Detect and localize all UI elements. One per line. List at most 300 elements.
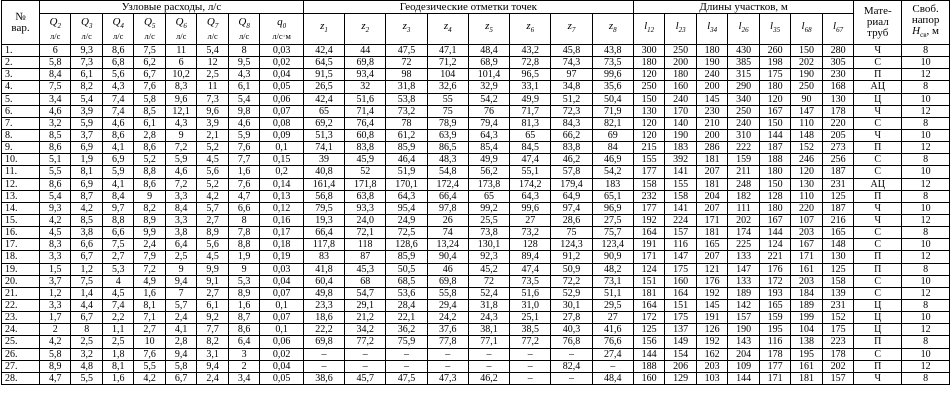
- table-cell: 7,2: [134, 263, 165, 275]
- table-row: [2, 45, 950, 57]
- table-cell: Ц: [854, 312, 902, 324]
- table-cell: С: [854, 154, 902, 166]
- table-cell: 42,4: [303, 45, 344, 57]
- table-cell: Ч: [854, 214, 902, 226]
- table-cell: 10: [902, 93, 950, 105]
- table-cell: 12: [197, 57, 228, 69]
- table-cell: 181: [633, 287, 664, 299]
- table-cell: П: [854, 336, 902, 348]
- table-cell: 155: [665, 178, 696, 190]
- table-cell: 175: [665, 263, 696, 275]
- table-cell: 5,7: [165, 299, 196, 311]
- table-cell: 286: [696, 142, 727, 154]
- table-cell: 27: [510, 214, 551, 226]
- table-cell: 202: [791, 57, 822, 69]
- table-cell: 200: [696, 81, 727, 93]
- table-cell: 37,6: [427, 324, 468, 336]
- table-row: [2, 190, 950, 202]
- table-cell: 150: [791, 45, 822, 57]
- table-cell: 222: [728, 142, 759, 154]
- table-cell: 116: [759, 336, 790, 348]
- table-cell: 0,15: [260, 154, 303, 166]
- geo-col-header: $z_2$: [345, 14, 386, 45]
- table-row: [2, 336, 950, 348]
- table-cell: 55,1: [510, 166, 551, 178]
- table-cell: 178: [759, 348, 790, 360]
- table-cell: 66,4: [303, 227, 344, 239]
- table-cell: 161: [791, 360, 822, 372]
- table-cell: 7,6: [134, 348, 165, 360]
- table-cell: 120: [633, 129, 664, 141]
- table-cell: 21.: [2, 287, 40, 299]
- table-cell: 290: [728, 81, 759, 93]
- table-cell: П: [854, 263, 902, 275]
- table-cell: 12: [902, 178, 950, 190]
- table-cell: 193: [759, 287, 790, 299]
- table-cell: 27,4: [592, 348, 633, 360]
- table-cell: 6: [39, 45, 70, 57]
- table-cell: 147: [728, 263, 759, 275]
- table-cell: 158: [665, 190, 696, 202]
- table-cell: 9,3: [39, 202, 70, 214]
- table-cell: 168: [822, 81, 854, 93]
- table-cell: 5,5: [134, 360, 165, 372]
- table-cell: 4,6: [165, 166, 196, 178]
- table-row: [2, 117, 950, 129]
- table-cell: 160: [665, 275, 696, 287]
- length-col-header: $l_{12}$: [633, 14, 664, 45]
- table-cell: 8,5: [71, 214, 102, 226]
- table-cell: 23,3: [303, 299, 344, 311]
- table-cell: 158: [633, 178, 664, 190]
- table-cell: 69,8: [303, 336, 344, 348]
- table-cell: 56,2: [468, 166, 509, 178]
- table-cell: 81,3: [510, 117, 551, 129]
- table-cell: 64,3: [386, 190, 427, 202]
- table-cell: 4,1: [102, 178, 133, 190]
- table-row: [2, 129, 950, 141]
- table-cell: 64,3: [468, 129, 509, 141]
- table-cell: 5,1: [39, 154, 70, 166]
- table-cell: 300: [633, 45, 664, 57]
- table-cell: 90,4: [427, 251, 468, 263]
- table-cell: 128: [759, 190, 790, 202]
- table-cell: 0,07: [260, 312, 303, 324]
- table-cell: 157: [728, 312, 759, 324]
- table-cell: 192: [696, 287, 727, 299]
- table-cell: 69,2: [303, 117, 344, 129]
- table-cell: 85,9: [386, 142, 427, 154]
- flow-col-header: $Q_6$ л/с: [165, 14, 196, 45]
- table-cell: 172: [633, 312, 664, 324]
- table-cell: 142: [728, 299, 759, 311]
- table-cell: 7,9: [134, 251, 165, 263]
- table-cell: 8: [902, 299, 950, 311]
- table-cell: 118: [345, 239, 386, 251]
- table-cell: 0,04: [260, 69, 303, 81]
- table-cell: 6,1: [134, 117, 165, 129]
- table-cell: 130,1: [468, 239, 509, 251]
- table-cell: 12: [902, 69, 950, 81]
- table-cell: 31,8: [468, 299, 509, 311]
- table-cell: 85,9: [386, 251, 427, 263]
- table-cell: 9: [134, 190, 165, 202]
- table-cell: 12: [902, 360, 950, 372]
- table-cell: 4,3: [102, 81, 133, 93]
- table-cell: 190: [665, 129, 696, 141]
- table-cell: 5,8: [134, 93, 165, 105]
- table-cell: 7,7: [228, 154, 259, 166]
- table-cell: 6,7: [71, 251, 102, 263]
- geo-col-header: $z_7$: [551, 14, 592, 45]
- table-cell: 104: [791, 324, 822, 336]
- table-cell: 19.: [2, 263, 40, 275]
- table-cell: 75: [551, 227, 592, 239]
- table-cell: 189: [791, 299, 822, 311]
- table-cell: 159: [759, 312, 790, 324]
- table-cell: 150: [759, 117, 790, 129]
- table-cell: 157: [822, 372, 854, 384]
- table-cell: 195: [759, 324, 790, 336]
- table-cell: 340: [728, 93, 759, 105]
- table-cell: 74: [427, 227, 468, 239]
- table-cell: 1,4: [71, 287, 102, 299]
- table-cell: 246: [791, 154, 822, 166]
- table-row: [2, 166, 950, 178]
- table-cell: 39: [303, 154, 344, 166]
- table-cell: 6,2: [134, 57, 165, 69]
- table-cell: 32,6: [427, 81, 468, 93]
- table-cell: АЦ: [854, 81, 902, 93]
- table-cell: 9,2: [197, 312, 228, 324]
- table-cell: 177: [633, 166, 664, 178]
- table-cell: 8,1: [71, 166, 102, 178]
- table-cell: 6,6: [102, 227, 133, 239]
- table-cell: 5,5: [39, 166, 70, 178]
- table-cell: 260: [759, 45, 790, 57]
- table-cell: 20.: [2, 275, 40, 287]
- table-cell: 69,8: [345, 57, 386, 69]
- table-cell: 3: [228, 348, 259, 360]
- table-cell: 72: [386, 57, 427, 69]
- table-cell: 53,6: [386, 287, 427, 299]
- table-cell: 0,1: [260, 142, 303, 154]
- table-cell: 18,6: [303, 312, 344, 324]
- table-cell: 7,5: [71, 275, 102, 287]
- table-cell: 40,3: [551, 324, 592, 336]
- table-cell: 0,02: [260, 57, 303, 69]
- table-cell: 162: [696, 348, 727, 360]
- table-cell: 12: [902, 214, 950, 226]
- table-cell: 8: [228, 214, 259, 226]
- table-cell: 120: [791, 166, 822, 178]
- table-cell: 139: [822, 287, 854, 299]
- table-cell: 167: [759, 105, 790, 117]
- table-cell: 216: [822, 214, 854, 226]
- table-cell: 0,14: [260, 178, 303, 190]
- table-cell: 203: [696, 360, 727, 372]
- table-cell: 170: [665, 105, 696, 117]
- table-cell: 150: [759, 178, 790, 190]
- table-cell: 180: [633, 57, 664, 69]
- table-cell: 225: [728, 239, 759, 251]
- table-cell: 6,4: [228, 336, 259, 348]
- table-cell: –: [303, 348, 344, 360]
- table-cell: 97: [551, 69, 592, 81]
- table-cell: 195: [791, 348, 822, 360]
- table-cell: 144: [759, 129, 790, 141]
- table-cell: 3,3: [39, 299, 70, 311]
- table-cell: 51,1: [592, 287, 633, 299]
- table-cell: 9: [165, 263, 196, 275]
- table-cell: 430: [728, 45, 759, 57]
- table-cell: 2,7: [197, 287, 228, 299]
- table-cell: 19,3: [303, 214, 344, 226]
- table-cell: 152: [791, 142, 822, 154]
- geo-col-header: $z_3$: [386, 14, 427, 45]
- table-cell: 98: [386, 69, 427, 81]
- table-cell: 12,1: [165, 105, 196, 117]
- table-cell: 178: [822, 348, 854, 360]
- table-cell: 231: [822, 299, 854, 311]
- table-cell: 128,6: [386, 239, 427, 251]
- table-row: [2, 81, 950, 93]
- table-cell: 250: [791, 81, 822, 93]
- table-cell: 10: [902, 239, 950, 251]
- table-cell: 1,5: [39, 263, 70, 275]
- table-cell: 97,4: [551, 202, 592, 214]
- table-cell: 4.: [2, 81, 40, 93]
- table-cell: 202: [822, 360, 854, 372]
- table-cell: 72: [468, 275, 509, 287]
- table-cell: 78,9: [427, 117, 468, 129]
- table-cell: 8: [902, 190, 950, 202]
- table-cell: 5,8: [165, 360, 196, 372]
- table-cell: 5,5: [71, 372, 102, 384]
- table-cell: 180: [696, 45, 727, 57]
- table-cell: 7: [165, 287, 196, 299]
- table-cell: 27,8: [551, 312, 592, 324]
- table-cell: 9: [165, 129, 196, 141]
- flow-col-header: $Q_5$ л/с: [134, 14, 165, 45]
- table-cell: 0,07: [260, 105, 303, 117]
- table-cell: 49,8: [303, 287, 344, 299]
- table-cell: 0,04: [260, 275, 303, 287]
- table-cell: 76,6: [592, 336, 633, 348]
- table-cell: 125: [822, 263, 854, 275]
- table-cell: 22.: [2, 299, 40, 311]
- table-cell: 165: [696, 239, 727, 251]
- table-cell: 32: [345, 81, 386, 93]
- table-cell: 148: [822, 239, 854, 251]
- flows-group-header: Узловые расходы, л/с: [39, 1, 303, 14]
- table-cell: 0,03: [260, 45, 303, 57]
- table-cell: 14.: [2, 202, 40, 214]
- table-cell: 51,9: [386, 166, 427, 178]
- table-cell: 117,8: [303, 239, 344, 251]
- table-cell: 4,3: [165, 117, 196, 129]
- table-cell: 90: [791, 93, 822, 105]
- table-cell: 8: [71, 324, 102, 336]
- table-cell: С: [854, 275, 902, 287]
- table-cell: 5,9: [71, 117, 102, 129]
- table-cell: 8,1: [102, 360, 133, 372]
- table-cell: 223: [822, 336, 854, 348]
- table-cell: 210: [696, 117, 727, 129]
- table-cell: 48,2: [592, 263, 633, 275]
- table-cell: 27,5: [592, 214, 633, 226]
- table-cell: 40,8: [303, 166, 344, 178]
- table-cell: 7,6: [134, 81, 165, 93]
- table-cell: 187: [822, 202, 854, 214]
- table-cell: 190: [728, 324, 759, 336]
- table-cell: Ц: [854, 299, 902, 311]
- table-cell: 0,05: [260, 81, 303, 93]
- table-cell: 4,4: [71, 299, 102, 311]
- flow-col-header: $Q_4$ л/с: [102, 14, 133, 45]
- table-row: [2, 69, 950, 81]
- table-cell: 3,3: [165, 214, 196, 226]
- table-cell: С: [854, 348, 902, 360]
- table-cell: 230: [696, 105, 727, 117]
- table-cell: 204: [728, 348, 759, 360]
- table-cell: 2,4: [165, 312, 196, 324]
- table-cell: 250: [633, 81, 664, 93]
- table-cell: 170,1: [386, 178, 427, 190]
- table-cell: 250: [665, 45, 696, 57]
- table-cell: 125: [633, 324, 664, 336]
- table-cell: 72,8: [510, 57, 551, 69]
- table-cell: 47,5: [386, 45, 427, 57]
- table-cell: 182: [728, 190, 759, 202]
- table-cell: 5,4: [71, 93, 102, 105]
- table-cell: 10.: [2, 154, 40, 166]
- table-cell: 29,5: [592, 299, 633, 311]
- table-cell: 207: [696, 166, 727, 178]
- table-cell: 8,6: [39, 142, 70, 154]
- table-cell: 38,1: [468, 324, 509, 336]
- table-cell: 8,3: [39, 239, 70, 251]
- table-cell: 167: [791, 239, 822, 251]
- table-cell: 95,4: [386, 202, 427, 214]
- table-cell: С: [854, 227, 902, 239]
- table-cell: 55,8: [427, 287, 468, 299]
- table-cell: 12: [902, 287, 950, 299]
- table-cell: 305: [822, 57, 854, 69]
- table-cell: 0,1: [260, 324, 303, 336]
- table-cell: 148: [791, 129, 822, 141]
- table-cell: 144: [728, 372, 759, 384]
- table-cell: 2,2: [102, 312, 133, 324]
- table-cell: 2,4: [134, 239, 165, 251]
- table-cell: 8,6: [134, 178, 165, 190]
- table-cell: 6,9: [71, 142, 102, 154]
- length-col-header: $l_{23}$: [665, 14, 696, 45]
- variant-number-header: № вар.: [2, 1, 40, 45]
- table-cell: 3,2: [71, 348, 102, 360]
- table-cell: 1,8: [102, 348, 133, 360]
- table-cell: 141: [665, 166, 696, 178]
- table-cell: –: [386, 360, 427, 372]
- table-cell: 8: [902, 154, 950, 166]
- table-cell: 10: [902, 312, 950, 324]
- table-cell: 68: [345, 275, 386, 287]
- table-cell: 46,2: [551, 154, 592, 166]
- table-cell: 48,4: [468, 45, 509, 57]
- geo-group-header: Геодезические отметки точек: [303, 1, 633, 14]
- table-cell: 184: [791, 287, 822, 299]
- table-cell: 385: [728, 57, 759, 69]
- table-cell: 172,4: [427, 178, 468, 190]
- length-col-header: $l_{35}$: [759, 14, 790, 45]
- table-cell: 77,2: [345, 336, 386, 348]
- table-cell: –: [427, 360, 468, 372]
- table-cell: 3,4: [228, 372, 259, 384]
- table-cell: 4,1: [165, 324, 196, 336]
- table-cell: Ц: [854, 93, 902, 105]
- table-cell: 49,9: [510, 93, 551, 105]
- table-header: [2, 1, 950, 45]
- table-cell: 1,7: [39, 312, 70, 324]
- table-cell: –: [551, 372, 592, 384]
- table-cell: 47,1: [427, 45, 468, 57]
- table-cell: 73,2: [510, 227, 551, 239]
- table-cell: 77,8: [427, 336, 468, 348]
- table-cell: 0,02: [260, 348, 303, 360]
- table-cell: 9,4: [197, 360, 228, 372]
- table-cell: 6,1: [197, 299, 228, 311]
- table-cell: 207: [696, 251, 727, 263]
- geo-col-header: $z_8$: [592, 14, 633, 45]
- table-cell: 91,2: [551, 251, 592, 263]
- table-cell: 167: [759, 214, 790, 226]
- table-cell: 1,6: [228, 299, 259, 311]
- table-cell: 5,8: [39, 348, 70, 360]
- table-cell: 73,5: [592, 57, 633, 69]
- table-cell: 8: [902, 81, 950, 93]
- table-cell: –: [592, 360, 633, 372]
- table-cell: 6,6: [71, 239, 102, 251]
- table-cell: 52: [345, 166, 386, 178]
- table-cell: 71,9: [592, 105, 633, 117]
- table-cell: 34,8: [551, 81, 592, 93]
- table-cell: 256: [822, 154, 854, 166]
- table-cell: 2,1: [197, 129, 228, 141]
- table-cell: 4,8: [71, 360, 102, 372]
- table-cell: 2,8: [134, 129, 165, 141]
- table-cell: 31,8: [386, 81, 427, 93]
- table-cell: 0,03: [260, 263, 303, 275]
- table-cell: 0,12: [260, 202, 303, 214]
- table-cell: 69,8: [427, 275, 468, 287]
- table-cell: П: [854, 142, 902, 154]
- table-cell: 7,2: [165, 142, 196, 154]
- table-cell: 5.: [2, 93, 40, 105]
- table-cell: 202: [728, 214, 759, 226]
- table-cell: 4,5: [39, 227, 70, 239]
- table-cell: 0,04: [260, 360, 303, 372]
- table-cell: 188: [759, 154, 790, 166]
- table-cell: 7,3: [71, 57, 102, 69]
- table-cell: 189: [728, 287, 759, 299]
- table-cell: 30,1: [551, 299, 592, 311]
- table-cell: 9,4: [165, 348, 196, 360]
- table-cell: 45,3: [345, 263, 386, 275]
- table-cell: 51,6: [345, 93, 386, 105]
- table-cell: 3,3: [165, 190, 196, 202]
- table-cell: 154: [665, 348, 696, 360]
- table-cell: 26,5: [303, 81, 344, 93]
